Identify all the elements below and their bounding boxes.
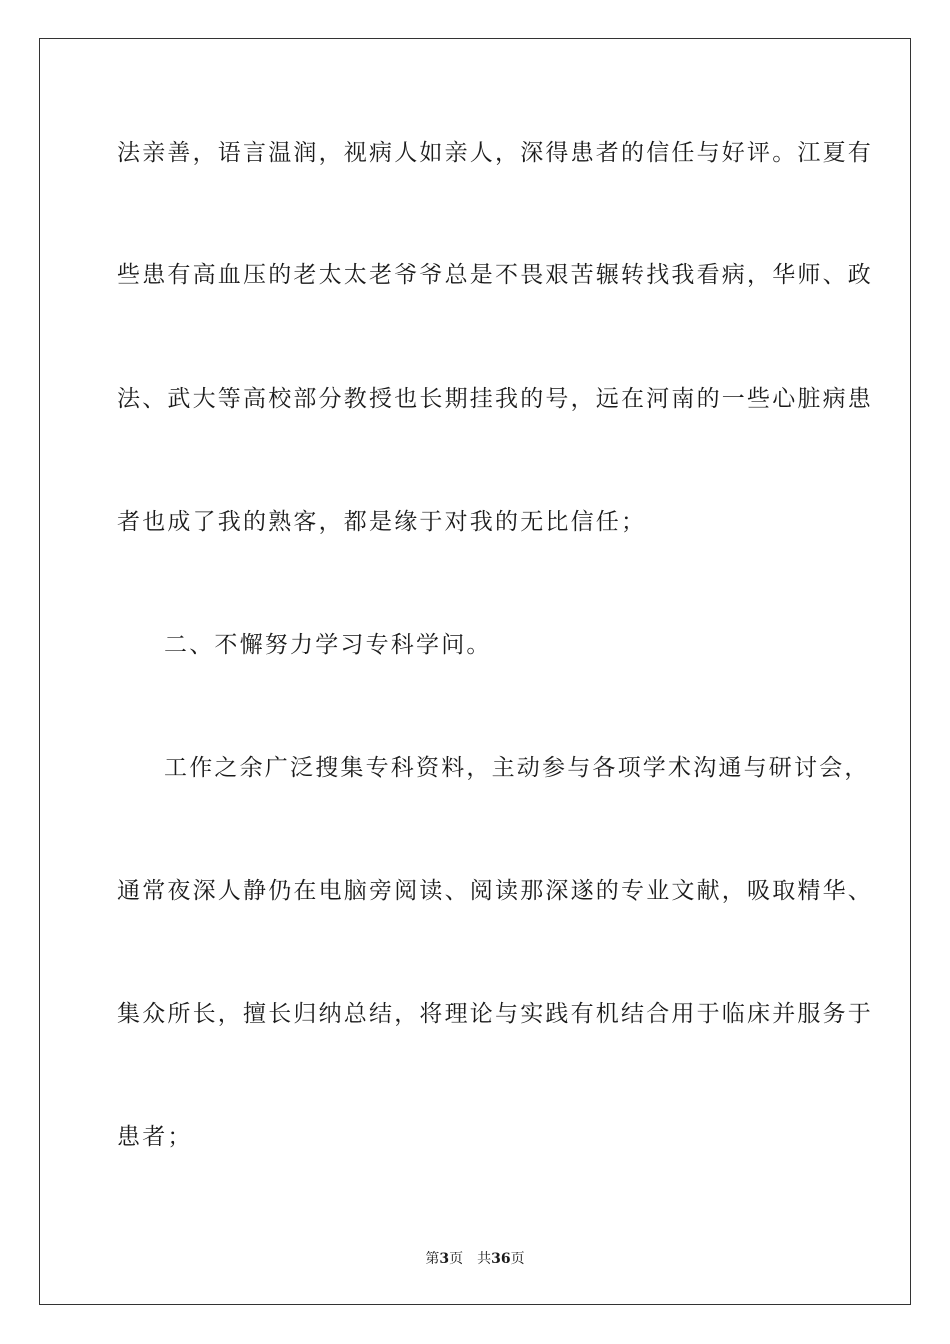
body-line-2: 些患有高血压的老太太老爷爷总是不畏艰苦辗转找我看病，华师、政 — [117, 262, 873, 288]
page-border — [39, 38, 911, 1305]
body-line-3: 法、武大等高校部分教授也长期挂我的号，远在河南的一些心脏病患 — [117, 386, 873, 412]
body-line-9: 患者； — [117, 1124, 193, 1150]
body-line-8: 集众所长，擅长归纳总结，将理论与实践有机结合用于临床并服务于 — [117, 1001, 873, 1027]
total-prefix: 共 — [477, 1251, 492, 1267]
page-footer — [0, 1248, 950, 1268]
page-number: 3 — [439, 1251, 450, 1267]
page-prefix: 第 — [425, 1251, 440, 1267]
body-line-6: 工作之余广泛搜集专科资料，主动参与各项学术沟通与研讨会， — [164, 755, 870, 781]
total-pages: 36 — [491, 1251, 511, 1267]
page-suffix: 页 — [449, 1251, 464, 1267]
section-heading: 二、不懈努力学习专科学问。 — [164, 632, 492, 658]
body-line-4: 者也成了我的熟客，都是缘于对我的无比信任； — [117, 509, 647, 535]
total-suffix: 页 — [510, 1251, 525, 1267]
body-line-1: 法亲善，语言温润，视病人如亲人，深得患者的信任与好评。江夏有 — [117, 140, 873, 166]
body-line-7: 通常夜深人静仍在电脑旁阅读、阅读那深遂的专业文献，吸取精华、 — [117, 878, 873, 904]
